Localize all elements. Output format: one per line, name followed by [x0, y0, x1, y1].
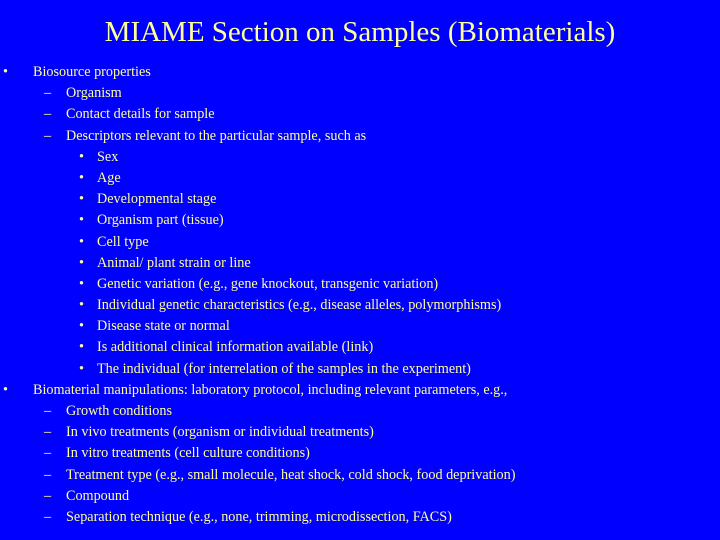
- descriptor-item: [0, 168, 720, 189]
- bullet-biomaterial-manipulations: [0, 380, 720, 401]
- bullet-dot: •: [79, 169, 84, 186]
- slide-title: MIAME Section on Samples (Biomaterials): [104, 16, 616, 48]
- descriptor-text: The individual (for interrelation of the samples in the experiment): [97, 360, 471, 377]
- descriptor-text: Individual genetic characteristics (e.g., disease alleles, polymorphisms): [97, 297, 502, 314]
- descriptor-item: [0, 295, 720, 316]
- descriptor-item: [0, 274, 720, 295]
- dash-marker: –: [44, 466, 52, 483]
- bullet-text: Biosource properties: [33, 64, 151, 80]
- bullet-dot: •: [79, 275, 84, 292]
- slide-content: [0, 62, 720, 528]
- dash-marker: –: [44, 106, 52, 123]
- descriptor-text: Animal/ plant strain or line: [97, 254, 251, 271]
- bullet-dot: •: [79, 339, 84, 356]
- descriptor-item: [0, 337, 720, 358]
- bullet-dot: •: [3, 64, 8, 80]
- descriptor-item: [0, 253, 720, 274]
- descriptor-text: Genetic variation (e.g., gene knockout, transgenic variation): [97, 275, 439, 292]
- sub-item-manipulation: [0, 507, 720, 528]
- descriptor-item: [0, 232, 720, 253]
- descriptor-text: Cell type: [97, 233, 149, 250]
- bullet-dot: •: [79, 191, 84, 208]
- dash-marker: –: [44, 85, 52, 102]
- sub-item-manipulation: [0, 486, 720, 507]
- sub-item-text: Separation technique (e.g., none, trimming, microdissection, FACS): [66, 508, 452, 525]
- sub-item-organism: [0, 83, 720, 104]
- dash-marker: –: [44, 487, 52, 504]
- bullet-dot: •: [79, 233, 84, 250]
- dash-marker: –: [44, 424, 52, 441]
- descriptor-text: Age: [97, 169, 121, 186]
- bullet-text: Biomaterial manipulations: laboratory protocol, including relevant parameters, e.g.,: [33, 381, 508, 398]
- sub-item-text: Descriptors relevant to the particular sample, such as: [66, 127, 367, 144]
- sub-item-manipulation: [0, 401, 720, 422]
- bullet-biosource-properties: [0, 62, 720, 83]
- sub-item-text: In vitro treatments (cell culture conditions): [66, 445, 310, 462]
- sub-item-text: Growth conditions: [66, 403, 173, 419]
- dash-marker: –: [44, 127, 52, 144]
- dash-marker: –: [44, 445, 52, 462]
- sub-item-manipulation: [0, 422, 720, 443]
- sub-item-text: Compound: [66, 487, 130, 504]
- sub-item-descriptors: [0, 126, 720, 147]
- bullet-dot: •: [79, 297, 84, 314]
- descriptor-text: Developmental stage: [97, 191, 217, 208]
- dash-marker: –: [44, 403, 52, 419]
- sub-item-text: Contact details for sample: [66, 106, 215, 123]
- descriptor-text: Sex: [97, 148, 119, 165]
- descriptor-item: [0, 359, 720, 380]
- descriptor-item: [0, 210, 720, 231]
- sub-item-manipulation: [0, 465, 720, 486]
- bullet-dot: •: [3, 381, 8, 398]
- bullet-dot: •: [79, 212, 84, 229]
- bullet-dot: •: [79, 318, 84, 335]
- sub-item-text: Treatment type (e.g., small molecule, heat shock, cold shock, food deprivation): [66, 466, 516, 483]
- descriptor-item: [0, 316, 720, 337]
- bullet-dot: •: [79, 148, 84, 165]
- dash-marker: –: [44, 508, 52, 525]
- descriptor-text: Disease state or normal: [97, 318, 230, 335]
- sub-item-manipulation: [0, 443, 720, 464]
- descriptor-text: Organism part (tissue): [97, 212, 224, 229]
- sub-item-text: Organism: [66, 85, 122, 102]
- sub-item-contact-details: [0, 104, 720, 125]
- descriptor-text: Is additional clinical information available (link): [97, 339, 374, 356]
- sub-item-text: In vivo treatments (organism or individual treatments): [66, 424, 374, 441]
- descriptor-item: [0, 147, 720, 168]
- descriptor-item: [0, 189, 720, 210]
- bullet-dot: •: [79, 360, 84, 377]
- bullet-dot: •: [79, 254, 84, 271]
